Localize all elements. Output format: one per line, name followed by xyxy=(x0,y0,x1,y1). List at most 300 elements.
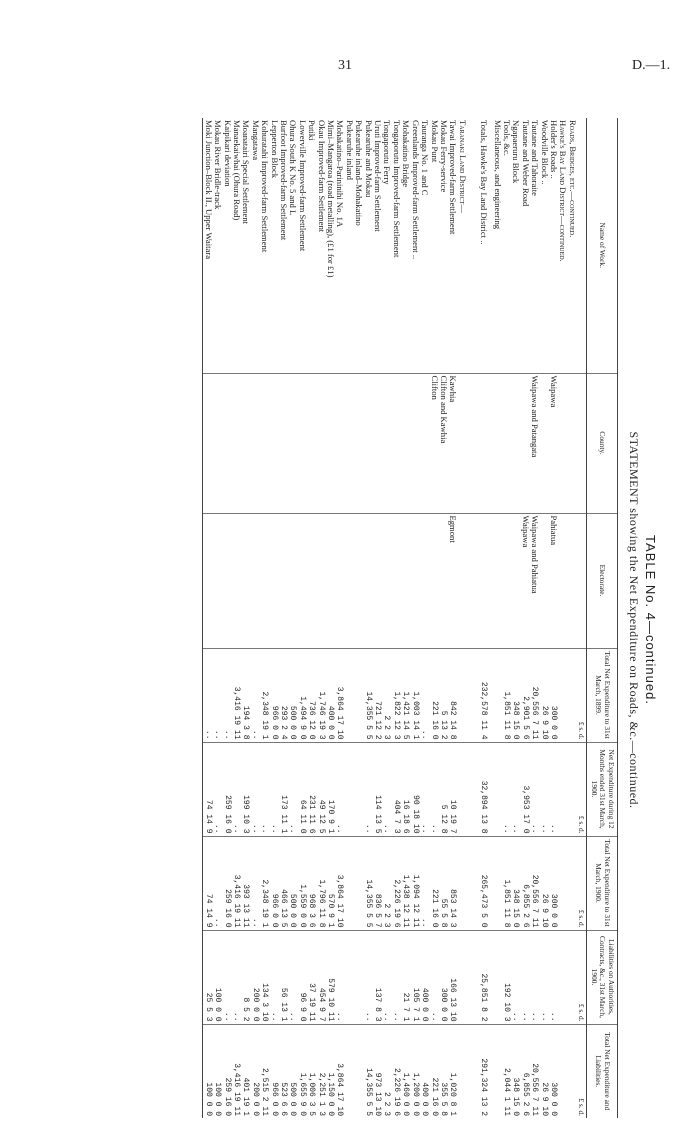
total-1900-cell: 20,556 7 11 xyxy=(530,836,539,930)
net-1900-cell: 114 13 5 xyxy=(373,742,382,836)
liabilities-cell: .. xyxy=(288,930,297,1024)
total-1899-cell: 736 12 0 xyxy=(307,648,316,742)
page-header xyxy=(0,58,700,78)
work-name: Tools, &c. xyxy=(501,120,512,156)
net-1900-cell: 16 18 6 xyxy=(401,742,410,836)
electorate-cell xyxy=(511,513,520,648)
county-cell xyxy=(354,373,363,513)
total-1899-cell: 194 3 8 xyxy=(241,648,250,742)
table-row xyxy=(307,118,316,1118)
county-cell xyxy=(250,373,259,513)
total-1899-cell: 1,494 9 0 xyxy=(297,648,306,742)
net-1900-cell: .. xyxy=(269,742,278,836)
total-1899-cell xyxy=(457,648,474,742)
col-total-liabilities: Total Net Expenditure and Liabilities. xyxy=(587,1024,618,1118)
total-1900-cell: 6,855 2 6 xyxy=(520,836,529,930)
work-name: Pukearuhe inland–Mohakatino xyxy=(354,120,365,226)
net-1900-cell: .. xyxy=(549,742,558,836)
table-row xyxy=(448,118,457,1118)
total-1900-cell: 836 5 7 xyxy=(373,836,382,930)
total-1899-cell: .. xyxy=(250,648,259,742)
total-liabilities-cell: 221 16 0 xyxy=(429,1024,438,1118)
liabilities-cell: 21 7 1 xyxy=(401,930,410,1024)
table-row xyxy=(567,118,576,1118)
net-1900-cell xyxy=(457,742,474,836)
county-cell xyxy=(373,373,382,513)
total-1900-cell: 2,348 19 1 xyxy=(260,836,269,930)
total-liabilities-cell: 2,044 1 11 xyxy=(502,1024,511,1118)
table-row xyxy=(297,118,306,1118)
county-cell: Waipawa xyxy=(549,373,558,513)
electorate-cell xyxy=(475,513,492,648)
total-1900-cell: 968 3 6 xyxy=(307,836,316,930)
county-cell xyxy=(326,373,335,513)
electorate-cell: Waipawa xyxy=(520,513,529,648)
table-row xyxy=(344,118,353,1118)
county-cell: Waipawa and Patangata xyxy=(530,373,539,513)
work-name: Ngapaeruru Block xyxy=(511,120,522,184)
work-name: Moanatairi Special Settlement xyxy=(241,120,252,225)
table-row xyxy=(382,118,391,1118)
table-row xyxy=(429,118,438,1118)
liabilities-cell: 134 3 10 xyxy=(260,930,269,1024)
total-liabilities-cell xyxy=(354,1024,363,1118)
electorate-cell xyxy=(279,513,288,648)
work-name: Hawke's Bay Land District—continued. xyxy=(558,120,569,262)
table-row xyxy=(203,118,213,1118)
total-liabilities-cell: 100 0 0 xyxy=(213,1024,222,1118)
total-1899-cell: 5 13 2 xyxy=(439,648,448,742)
col-net-1900: Net Expenditure during 12 Months ended 31st March, 1900. xyxy=(587,742,618,836)
work-name: Mokau Ferry-service xyxy=(438,120,449,193)
total-1899-cell xyxy=(567,648,576,742)
total-1899-cell: 1,421 14 5 xyxy=(401,648,410,742)
liabilities-cell: .. xyxy=(222,930,231,1024)
table-row xyxy=(213,118,222,1118)
total-liabilities-cell: 14,355 5 5 xyxy=(363,1024,372,1118)
electorate-cell xyxy=(429,513,438,648)
total-liabilities-cell: 1,150 0 0 xyxy=(326,1024,335,1118)
electorate-cell xyxy=(373,513,382,648)
county-cell xyxy=(539,373,548,513)
net-1900-cell: .. xyxy=(335,742,344,836)
liabilities-cell: .. xyxy=(539,930,548,1024)
net-1900-cell: 32,894 13 8 xyxy=(475,742,492,836)
total-liabilities-cell xyxy=(344,1024,353,1118)
electorate-cell xyxy=(213,513,222,648)
total-liabilities-cell: 401 19 1 xyxy=(241,1024,250,1118)
electorate-cell xyxy=(567,513,576,648)
table-row xyxy=(511,118,520,1118)
work-name: Mangatawa xyxy=(250,120,261,161)
liabilities-cell: 56 13 1 xyxy=(279,930,288,1024)
total-1900-cell: 348 15 0 xyxy=(511,836,520,930)
work-name: Miscellaneous, and engineering xyxy=(492,120,503,230)
total-liabilities-cell: 200 0 0 xyxy=(250,1024,259,1118)
total-liabilities-cell: 400 0 0 xyxy=(420,1024,429,1118)
table-row xyxy=(335,118,344,1118)
total-liabilities-cell: 966 0 0 xyxy=(269,1024,278,1118)
net-1900-cell: .. xyxy=(363,742,372,836)
liabilities-cell: .. xyxy=(549,930,558,1024)
total-liabilities-cell: 3,864 17 10 xyxy=(335,1024,344,1118)
table-row xyxy=(326,118,335,1118)
table-row xyxy=(222,118,231,1118)
county-cell xyxy=(344,373,353,513)
electorate-cell xyxy=(297,513,306,648)
total-liabilities-cell: 100 0 0 xyxy=(203,1024,213,1118)
total-1900-cell: 55 5 8 xyxy=(439,836,448,930)
total-1900-cell: 570 9 1 xyxy=(326,836,335,930)
total-1899-cell: 842 14 8 xyxy=(448,648,457,742)
work-name: Lepperton Block xyxy=(269,120,280,178)
total-1899-cell: 2,901 5 6 xyxy=(520,648,529,742)
county-cell: Clifton and Kawhia xyxy=(439,373,448,513)
electorate-cell xyxy=(401,513,410,648)
col-total-1899: Total Net Expenditure to 31st March, 1899. xyxy=(587,648,618,742)
table-row xyxy=(354,118,363,1118)
liabilities-cell: 105 7 1 xyxy=(410,930,419,1024)
work-name: Pukearuhe and Mokau xyxy=(363,120,374,198)
total-1899-cell: 20,556 7 11 xyxy=(530,648,539,742)
total-1899-cell xyxy=(492,648,501,742)
table-row xyxy=(520,118,529,1118)
electorate-cell xyxy=(492,513,501,648)
table-row xyxy=(279,118,288,1118)
electorate-cell xyxy=(307,513,316,648)
work-name: Totals, Hawke's Bay Land District .. xyxy=(479,120,490,245)
county-cell xyxy=(392,373,401,513)
total-1899-cell: 1,851 11 8 xyxy=(502,648,511,742)
liabilities-cell: 96 9 0 xyxy=(297,930,306,1024)
unit-label: £ s. d. xyxy=(577,1024,587,1118)
total-1900-cell xyxy=(567,836,576,930)
table-row xyxy=(410,118,419,1118)
total-liabilities-cell: 2,251 1 3 xyxy=(316,1024,325,1118)
units-row xyxy=(577,118,587,1118)
electorate-cell xyxy=(439,513,448,648)
county-cell xyxy=(558,373,567,513)
electorate-cell xyxy=(326,513,335,648)
liabilities-cell xyxy=(558,930,567,1024)
total-1900-cell: 265,473 5 0 xyxy=(475,836,492,930)
electorate-cell xyxy=(363,513,372,648)
total-1899-cell: .. xyxy=(203,648,213,742)
net-1900-cell: .. xyxy=(250,742,259,836)
total-1900-cell: 393 13 11 xyxy=(241,836,250,930)
work-name: Putiki xyxy=(307,120,318,141)
net-1900-cell xyxy=(567,742,576,836)
total-1900-cell xyxy=(344,836,353,930)
total-liabilities-cell: 3,416 19 11 xyxy=(232,1024,241,1118)
total-1900-cell: .. xyxy=(250,836,259,930)
work-name: Manaekaiwhai (Ohura Road) xyxy=(232,120,242,221)
liabilities-cell: .. xyxy=(392,930,401,1024)
net-1900-cell xyxy=(344,742,353,836)
work-name: Tautane and Weber Road xyxy=(520,120,531,207)
total-liabilities-cell: 1,200 0 0 xyxy=(410,1024,419,1118)
total-1900-cell: 259 16 0 xyxy=(222,836,231,930)
work-name: Mohakatino–Parininihi No. 1A xyxy=(335,120,346,228)
county-cell: Clifton xyxy=(429,373,438,513)
liabilities-cell: .. xyxy=(363,930,372,1024)
work-name: Tauranga No. 1 and C xyxy=(420,120,431,196)
total-1900-cell: 74 14 9 xyxy=(203,836,213,930)
table-subtitle: STATEMENT showing the Net Expenditure on Roads, &c.—continued. xyxy=(627,431,641,809)
net-1900-cell: .. xyxy=(420,742,429,836)
electorate-cell xyxy=(269,513,278,648)
total-1899-cell: 14,355 5 5 xyxy=(363,648,372,742)
total-1899-cell: 721 12 2 xyxy=(373,648,382,742)
net-1900-cell: 170 9 1 xyxy=(326,742,335,836)
county-cell xyxy=(475,373,492,513)
county-cell xyxy=(382,373,391,513)
work-name: Mokau Punt xyxy=(429,120,440,163)
county-cell xyxy=(363,373,372,513)
table-row xyxy=(250,118,259,1118)
total-1900-cell: 221 16 0 xyxy=(429,836,438,930)
electorate-cell xyxy=(420,513,429,648)
liabilities-cell xyxy=(344,930,353,1024)
county-cell xyxy=(511,373,520,513)
county-cell xyxy=(260,373,269,513)
table-row xyxy=(288,118,297,1118)
table-row xyxy=(539,118,548,1118)
liabilities-cell: .. xyxy=(382,930,391,1024)
unit-label: £ s. d. xyxy=(577,648,587,742)
total-liabilities-cell: 259 16 0 xyxy=(222,1024,231,1118)
liabilities-cell: 8 5 2 xyxy=(241,930,250,1024)
electorate-cell xyxy=(558,513,567,648)
col-work: Name of Work. xyxy=(587,118,618,373)
total-1900-cell: 2 2 3 xyxy=(382,836,391,930)
total-1900-cell: 1,438 12 11 xyxy=(401,836,410,930)
total-1899-cell: 293 2 4 xyxy=(279,648,288,742)
work-name: Lowerville Improved-farm Settlement xyxy=(297,120,308,252)
total-1900-cell: 3,864 17 10 xyxy=(335,836,344,930)
total-liabilities-cell xyxy=(567,1024,576,1118)
total-1899-cell xyxy=(354,648,363,742)
work-name: Uruti Improved-farm Settlement xyxy=(373,120,384,232)
net-1900-cell xyxy=(354,742,363,836)
col-total-1900: Total Net Expenditure to 31st March, 1900. xyxy=(587,836,618,930)
county-cell xyxy=(335,373,344,513)
total-liabilities-cell: 2 2 3 xyxy=(382,1024,391,1118)
total-1900-cell xyxy=(492,836,501,930)
work-name: Moki Junction–Block II., Upper Waitara xyxy=(203,118,213,373)
liabilities-cell: .. xyxy=(520,930,529,1024)
page-reference: D.—1. xyxy=(632,58,671,73)
electorate-cell xyxy=(250,513,259,648)
electorate-cell xyxy=(241,513,250,648)
county-cell xyxy=(401,373,410,513)
total-1899-cell: 500 0 0 xyxy=(288,648,297,742)
net-1900-cell: 64 11 0 xyxy=(297,742,306,836)
unit-label: £ s. d. xyxy=(577,930,587,1024)
total-1900-cell: 14,355 5 5 xyxy=(363,836,372,930)
liabilities-cell xyxy=(492,930,501,1024)
electorate-cell xyxy=(392,513,401,648)
net-1900-cell: .. xyxy=(539,742,548,836)
table-row xyxy=(363,118,372,1118)
header-row xyxy=(587,118,618,1118)
total-liabilities-cell: 1,020 8 1 xyxy=(448,1024,457,1118)
work-name: Greenlands Improved-farm Settlement .. xyxy=(410,120,421,260)
liabilities-cell: 25,851 8 2 xyxy=(475,930,492,1024)
county-cell xyxy=(203,373,213,513)
county-cell xyxy=(420,373,429,513)
net-1900-cell: 404 7 3 xyxy=(392,742,401,836)
county-cell xyxy=(279,373,288,513)
electorate-cell xyxy=(232,513,241,648)
table-title: TABLE No. 4—continued. xyxy=(643,535,658,705)
county-cell xyxy=(457,373,474,513)
total-1899-cell: 3,416 19 11 xyxy=(232,648,241,742)
expenditure-table xyxy=(202,118,618,1118)
total-1899-cell: 221 16 0 xyxy=(429,648,438,742)
liabilities-cell: 166 13 10 xyxy=(448,930,457,1024)
liabilities-cell: .. xyxy=(511,930,520,1024)
liabilities-cell: 25 5 3 xyxy=(203,930,213,1024)
total-liabilities-cell: 2,515 2 11 xyxy=(260,1024,269,1118)
total-1899-cell: 2,348 19 1 xyxy=(260,648,269,742)
electorate-cell: Pahiatua xyxy=(549,513,558,648)
electorate-cell xyxy=(335,513,344,648)
total-1900-cell: 1,559 0 0 xyxy=(297,836,306,930)
unit-label: £ s. d. xyxy=(577,742,587,836)
total-1900-cell: 1,796 11 8 xyxy=(316,836,325,930)
net-1900-cell: 199 10 3 xyxy=(241,742,250,836)
electorate-cell xyxy=(222,513,231,648)
net-1900-cell: .. xyxy=(511,742,520,836)
total-1900-cell: 1,094 12 11 xyxy=(410,836,419,930)
total-1899-cell: 1,003 14 1 xyxy=(410,648,419,742)
table-row xyxy=(502,118,511,1118)
total-liabilities-cell: 1,460 0 0 xyxy=(401,1024,410,1118)
work-name: Tongaporutu Improved-farm Settlement xyxy=(391,120,402,258)
electorate-cell xyxy=(260,513,269,648)
electorate-cell: Egmont xyxy=(448,513,457,648)
total-liabilities-cell: 500 0 0 xyxy=(288,1024,297,1118)
county-cell xyxy=(492,373,501,513)
work-name: Mimi–Mangaroa (road metalling), (£1 for £1) xyxy=(326,120,337,278)
rotated-table-region xyxy=(100,110,660,1130)
net-1900-cell: .. xyxy=(260,742,269,836)
table-titles xyxy=(626,110,660,1130)
table-row xyxy=(241,118,250,1118)
total-1900-cell: 2,226 19 6 xyxy=(392,836,401,930)
net-1900-cell xyxy=(558,742,567,836)
work-name: Kohuratahi Improved-farm Settlement xyxy=(260,120,271,253)
net-1900-cell: .. xyxy=(288,742,297,836)
total-liabilities-cell: 2,226 19 6 xyxy=(392,1024,401,1118)
total-1899-cell: 26 9 10 xyxy=(539,648,548,742)
total-1900-cell: 500 0 0 xyxy=(288,836,297,930)
total-1900-cell: 26 9 10 xyxy=(539,836,548,930)
total-liabilities-cell: 973 13 10 xyxy=(373,1024,382,1118)
table-row xyxy=(420,118,429,1118)
table-row xyxy=(475,118,492,1118)
county-cell xyxy=(307,373,316,513)
liabilities-cell: 579 10 11 xyxy=(326,930,335,1024)
county-cell xyxy=(288,373,297,513)
total-1899-cell: .. xyxy=(213,648,222,742)
total-liabilities-cell: 348 15 0 xyxy=(511,1024,520,1118)
total-1899-cell: 400 0 0 xyxy=(326,648,335,742)
county-cell xyxy=(297,373,306,513)
county-cell xyxy=(410,373,419,513)
electorate-cell xyxy=(344,513,353,648)
liabilities-cell: 454 9 7 xyxy=(316,930,325,1024)
work-name: Mokau River Bridle-track xyxy=(213,120,224,210)
total-1900-cell xyxy=(558,836,567,930)
work-name: Okau Improved-farm Settlement xyxy=(316,120,327,233)
work-name: Burfoot Improved-farm Settlement xyxy=(279,120,290,241)
electorate-cell xyxy=(410,513,419,648)
county-cell: Kawhia xyxy=(448,373,457,513)
total-liabilities-cell: 1,655 9 0 xyxy=(297,1024,306,1118)
net-1900-cell: 90 18 10 xyxy=(410,742,419,836)
total-1899-cell: 348 15 0 xyxy=(511,648,520,742)
total-1900-cell: 853 14 3 xyxy=(448,836,457,930)
work-name: Tongaporutu Ferry xyxy=(382,120,393,185)
electorate-cell: Waipawa and Pahiatua xyxy=(530,513,539,648)
net-1900-cell: 5 12 8 xyxy=(439,742,448,836)
table-row xyxy=(558,118,567,1118)
net-1900-cell: 74 14 9 xyxy=(203,742,213,836)
total-1900-cell: 466 13 5 xyxy=(279,836,288,930)
total-liabilities-cell: 523 6 6 xyxy=(279,1024,288,1118)
table-row xyxy=(549,118,558,1118)
county-cell xyxy=(567,373,576,513)
liabilities-cell: .. xyxy=(269,930,278,1024)
county-cell xyxy=(502,373,511,513)
liabilities-cell: .. xyxy=(232,930,241,1024)
electorate-cell xyxy=(288,513,297,648)
total-liabilities-cell: 26 9 10 xyxy=(539,1024,548,1118)
liabilities-cell xyxy=(354,930,363,1024)
total-1899-cell: 2 2 3 xyxy=(382,648,391,742)
net-1900-cell: .. xyxy=(429,742,438,836)
total-1899-cell: 3,864 17 10 xyxy=(335,648,344,742)
liabilities-cell: 192 10 3 xyxy=(502,930,511,1024)
electorate-cell xyxy=(457,513,474,648)
liabilities-cell xyxy=(567,930,576,1024)
net-1900-cell: 49 12 5 xyxy=(316,742,325,836)
net-1900-cell: .. xyxy=(502,742,511,836)
liabilities-cell: 300 0 0 xyxy=(439,930,448,1024)
county-cell xyxy=(222,373,231,513)
work-name: Kaipikari deviation xyxy=(222,120,233,187)
table-row xyxy=(260,118,269,1118)
total-liabilities-cell: 355 5 8 xyxy=(439,1024,448,1118)
electorate-cell xyxy=(203,513,213,648)
liabilities-cell: 37 19 11 xyxy=(307,930,316,1024)
total-liabilities-cell: 20,556 7 11 xyxy=(530,1024,539,1118)
table-row xyxy=(439,118,448,1118)
electorate-cell xyxy=(316,513,325,648)
total-1899-cell: 232,578 11 4 xyxy=(475,648,492,742)
col-liabilities: Liabilities on Authorities, Contracts, &c., 31st March, 1900. xyxy=(587,930,618,1024)
total-1900-cell: .. xyxy=(420,836,429,930)
table-row xyxy=(492,118,501,1118)
county-cell xyxy=(232,373,241,513)
table-row xyxy=(401,118,410,1118)
col-electorate: Electorate. xyxy=(587,513,618,648)
work-name: Mohakatino Bridge xyxy=(401,120,412,188)
liabilities-cell: .. xyxy=(335,930,344,1024)
total-1900-cell: 966 0 0 xyxy=(269,836,278,930)
